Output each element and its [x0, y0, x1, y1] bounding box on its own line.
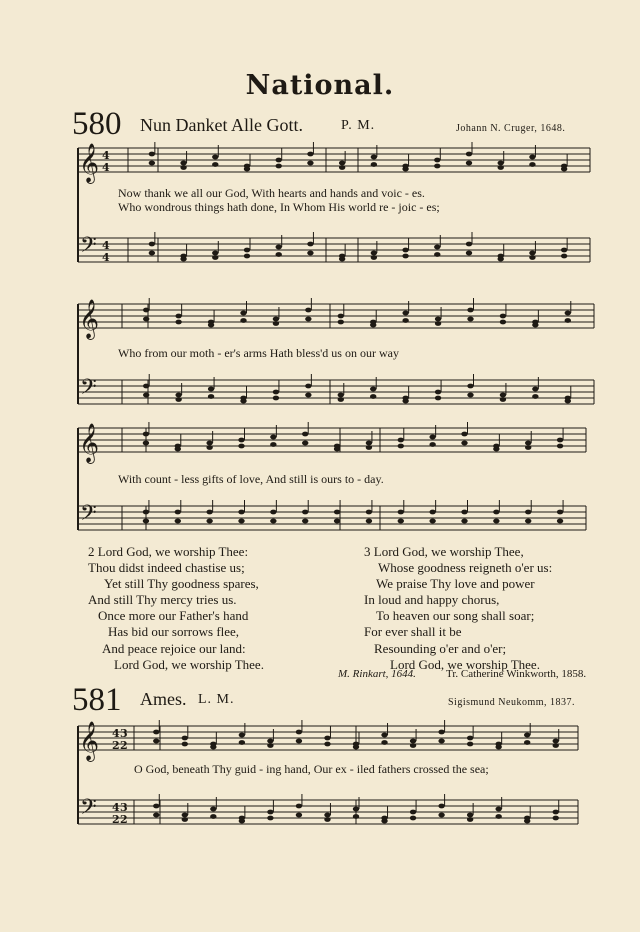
treble-notes	[324, 742, 330, 747]
treble-notes	[339, 165, 345, 170]
bass-notes	[561, 254, 567, 259]
treble-notes	[500, 314, 506, 319]
bass-notes	[153, 804, 159, 809]
treble-clef: 𝄞	[79, 423, 100, 463]
time-signature: 4	[102, 239, 110, 252]
bass-notes	[305, 384, 311, 389]
verse-3-line: Whose goodness reigneth o'er us:	[378, 560, 553, 576]
bass-notes	[529, 251, 535, 256]
bass-notes	[244, 248, 250, 253]
bass-notes	[334, 510, 340, 515]
time-signature: 3	[120, 801, 128, 814]
treble-notes	[532, 323, 538, 328]
hymn-580-translator-credit: Tr. Catherine Winkworth, 1858.	[446, 668, 587, 680]
treble-notes	[434, 158, 440, 163]
bass-notes	[334, 519, 340, 524]
bass-notes	[273, 396, 279, 401]
treble-notes	[180, 165, 186, 170]
treble-notes	[500, 320, 506, 325]
bass-notes	[466, 242, 472, 247]
treble-notes	[429, 435, 435, 440]
treble-notes	[529, 155, 535, 160]
treble-notes	[339, 161, 345, 166]
treble-notes	[180, 161, 186, 166]
bass-notes	[302, 519, 308, 524]
treble-notes	[371, 162, 377, 167]
bass-notes	[371, 251, 377, 256]
bass-notes	[273, 390, 279, 395]
treble-notes	[239, 740, 245, 745]
bass-notes	[402, 399, 408, 404]
treble-notes	[212, 162, 218, 167]
treble-notes	[565, 318, 571, 323]
treble-notes	[334, 447, 340, 452]
treble-notes	[206, 445, 212, 450]
treble-notes	[238, 438, 244, 443]
bass-notes	[276, 252, 282, 257]
bass-notes	[398, 519, 404, 524]
treble-notes	[402, 311, 408, 316]
treble-notes	[149, 152, 155, 157]
treble-notes	[467, 736, 473, 741]
hymn-580-lyrics-line-1a: Now thank we all our God, With hearts and hands and voic - es.	[118, 186, 425, 200]
bass-clef: 𝄢	[80, 375, 97, 405]
bass-notes	[553, 810, 559, 815]
bass-notes	[353, 807, 359, 812]
treble-notes	[524, 740, 530, 745]
treble-notes	[467, 317, 473, 322]
treble-notes	[553, 739, 559, 744]
hymn-581-composer: Sigismund Neukomm, 1837.	[448, 697, 576, 708]
bass-notes	[206, 510, 212, 515]
bass-notes	[467, 384, 473, 389]
treble-notes	[182, 736, 188, 741]
treble-notes	[175, 447, 181, 452]
bass-notes	[208, 387, 214, 392]
treble-notes	[175, 314, 181, 319]
bass-notes	[302, 510, 308, 515]
time-signature: 4	[102, 161, 110, 174]
bass-notes	[143, 393, 149, 398]
bass-notes	[429, 510, 435, 515]
treble-notes	[381, 740, 387, 745]
bass-notes	[149, 242, 155, 247]
bass-notes	[461, 519, 467, 524]
verse-3-line: In loud and happy chorus,	[364, 592, 500, 608]
bass-notes	[525, 510, 531, 515]
treble-notes	[402, 318, 408, 323]
bass-notes	[212, 255, 218, 260]
bass-notes	[435, 396, 441, 401]
time-signature: 2	[120, 739, 128, 752]
bass-notes	[557, 519, 563, 524]
treble-notes	[238, 444, 244, 449]
treble-notes	[461, 432, 467, 437]
bass-notes	[366, 519, 372, 524]
bass-notes	[370, 387, 376, 392]
bass-notes	[553, 816, 559, 821]
treble-notes	[307, 161, 313, 166]
treble-notes	[305, 317, 311, 322]
section-title: National.	[245, 70, 395, 101]
bass-notes	[500, 397, 506, 402]
treble-notes	[276, 158, 282, 163]
verse-3-line: Lord God, we worship Thee.	[390, 656, 540, 672]
verse-2-line: Yet still Thy goodness spares,	[104, 576, 259, 592]
hymn-580-author-credit: M. Rinkart, 1644.	[338, 668, 416, 680]
treble-notes	[438, 739, 444, 744]
treble-notes	[402, 167, 408, 172]
treble-notes	[324, 736, 330, 741]
bass-notes	[324, 817, 330, 822]
bass-notes	[244, 254, 250, 259]
bass-notes	[305, 393, 311, 398]
treble-notes	[498, 161, 504, 166]
bass-notes	[276, 245, 282, 250]
hymn-580-lyrics-line-2: Who from our moth - er's arms Hath bless'd us on our way	[118, 346, 399, 360]
treble-notes	[493, 447, 499, 452]
bass-notes	[557, 510, 563, 515]
treble-notes	[381, 733, 387, 738]
treble-notes	[524, 733, 530, 738]
treble-notes	[495, 745, 501, 750]
bass-notes	[240, 399, 246, 404]
bass-notes	[175, 393, 181, 398]
treble-notes	[302, 432, 308, 437]
bass-notes	[561, 248, 567, 253]
treble-notes	[525, 441, 531, 446]
bass-notes	[212, 251, 218, 256]
time-signature: 4	[112, 727, 120, 740]
treble-notes	[270, 442, 276, 447]
bass-notes	[381, 819, 387, 824]
treble-notes	[276, 164, 282, 169]
bass-notes	[366, 510, 372, 515]
bass-notes	[467, 813, 473, 818]
treble-notes	[557, 444, 563, 449]
hymn-580-lyrics-line-3: With count - less gifts of love, And still is ours to - day.	[118, 472, 384, 486]
treble-notes	[438, 730, 444, 735]
bass-notes	[565, 399, 571, 404]
hymn-580-lyrics-line-1b: Who wondrous things hath done, In Whom His world re - joic - es;	[118, 200, 440, 214]
treble-notes	[244, 167, 250, 172]
treble-notes	[153, 730, 159, 735]
treble-notes	[410, 743, 416, 748]
treble-notes	[434, 164, 440, 169]
treble-notes	[239, 733, 245, 738]
treble-notes	[143, 308, 149, 313]
treble-notes	[525, 445, 531, 450]
bass-notes	[371, 255, 377, 260]
treble-notes	[410, 739, 416, 744]
bass-notes	[435, 390, 441, 395]
bass-notes	[270, 510, 276, 515]
treble-notes	[467, 308, 473, 313]
treble-clef: 𝄞	[79, 299, 100, 339]
bass-notes	[143, 384, 149, 389]
treble-notes	[435, 321, 441, 326]
bass-notes	[438, 804, 444, 809]
bass-notes	[307, 242, 313, 247]
bass-notes	[402, 254, 408, 259]
treble-notes	[296, 739, 302, 744]
hymn-581-tune-name: Ames.	[140, 689, 187, 709]
treble-notes	[210, 745, 216, 750]
bass-notes	[438, 813, 444, 818]
treble-notes	[467, 742, 473, 747]
verse-3-line: To heaven our song shall soar;	[376, 608, 535, 624]
treble-notes	[398, 444, 404, 449]
treble-notes	[466, 152, 472, 157]
treble-notes	[461, 441, 467, 446]
hymn-580-meter: P. M.	[341, 118, 376, 133]
verse-2-line: Once more our Father's hand	[98, 608, 249, 624]
bass-notes	[525, 519, 531, 524]
treble-notes	[175, 320, 181, 325]
bass-notes	[143, 510, 149, 515]
bass-notes	[239, 819, 245, 824]
treble-notes	[366, 441, 372, 446]
bass-notes	[270, 519, 276, 524]
verse-2-line: And still Thy mercy tries us.	[88, 592, 237, 608]
verse-2-line: And peace rejoice our land:	[102, 640, 246, 656]
bass-notes	[149, 251, 155, 256]
treble-notes	[429, 442, 435, 447]
treble-notes	[143, 317, 149, 322]
hymn-number-580: 580	[72, 106, 122, 142]
time-signature: 3	[120, 727, 128, 740]
bass-notes	[206, 519, 212, 524]
treble-notes	[143, 441, 149, 446]
bass-notes	[461, 510, 467, 515]
bass-notes	[175, 510, 181, 515]
treble-clef: 𝄞	[79, 143, 100, 183]
treble-notes	[370, 323, 376, 328]
treble-notes	[143, 432, 149, 437]
verse-2-line: Has bid our sorrows flee,	[108, 624, 240, 640]
treble-notes	[557, 438, 563, 443]
bass-notes	[532, 394, 538, 399]
bass-notes	[143, 519, 149, 524]
treble-notes	[307, 152, 313, 157]
treble-notes	[553, 743, 559, 748]
bass-notes	[182, 817, 188, 822]
treble-notes	[366, 445, 372, 450]
treble-notes	[561, 167, 567, 172]
verse-3-line: We praise Thy love and power	[376, 576, 535, 592]
bass-notes	[410, 810, 416, 815]
bass-notes	[267, 816, 273, 821]
time-signature: 4	[112, 801, 120, 814]
bass-notes	[296, 813, 302, 818]
time-signature: 4	[102, 149, 110, 162]
bass-notes	[524, 819, 530, 824]
bass-notes	[429, 519, 435, 524]
bass-notes	[338, 393, 344, 398]
treble-notes	[182, 742, 188, 747]
bass-notes	[370, 394, 376, 399]
treble-notes	[240, 318, 246, 323]
treble-notes	[498, 165, 504, 170]
bass-notes	[307, 251, 313, 256]
verse-2-line: Thou didst indeed chastise us;	[88, 560, 245, 576]
bass-notes	[238, 510, 244, 515]
bass-notes	[180, 257, 186, 262]
treble-notes	[273, 317, 279, 322]
bass-clef: 𝄢	[80, 795, 97, 825]
treble-notes	[153, 739, 159, 744]
hymn-number-581: 581	[72, 682, 122, 718]
bass-notes	[410, 816, 416, 821]
hymn-581-lyrics-line-1: O God, beneath Thy guid - ing hand, Our ex - iled fathers crossed the sea;	[134, 762, 489, 776]
time-signature: 2	[112, 739, 120, 752]
treble-notes	[435, 317, 441, 322]
bass-notes	[529, 255, 535, 260]
bass-notes	[175, 397, 181, 402]
treble-notes	[529, 162, 535, 167]
bass-notes	[210, 807, 216, 812]
treble-notes	[398, 438, 404, 443]
bass-notes	[353, 814, 359, 819]
treble-clef: 𝄞	[79, 721, 100, 761]
treble-notes	[273, 321, 279, 326]
time-signature: 2	[112, 813, 120, 826]
bass-notes	[495, 807, 501, 812]
treble-notes	[270, 435, 276, 440]
bass-notes	[338, 397, 344, 402]
treble-notes	[208, 323, 214, 328]
bass-notes	[175, 519, 181, 524]
bass-notes	[339, 257, 345, 262]
bass-notes	[267, 810, 273, 815]
bass-notes	[296, 804, 302, 809]
time-signature: 4	[102, 251, 110, 264]
treble-notes	[353, 745, 359, 750]
verse-2-line: 2 Lord God, we worship Thee:	[88, 544, 249, 559]
bass-clef: 𝄢	[80, 233, 97, 263]
bass-notes	[434, 245, 440, 250]
treble-notes	[212, 155, 218, 160]
hymn-581-meter: L. M.	[198, 692, 235, 707]
bass-notes	[467, 817, 473, 822]
treble-notes	[267, 743, 273, 748]
treble-notes	[466, 161, 472, 166]
bass-notes	[153, 813, 159, 818]
treble-notes	[338, 314, 344, 319]
hymn-580-tune-name: Nun Danket Alle Gott.	[140, 115, 303, 135]
bass-notes	[238, 519, 244, 524]
bass-notes	[466, 251, 472, 256]
bass-notes	[493, 510, 499, 515]
verse-3-line: 3 Lord God, we worship Thee,	[364, 544, 524, 559]
treble-notes	[565, 311, 571, 316]
bass-clef: 𝄢	[80, 501, 97, 531]
bass-notes	[495, 814, 501, 819]
bass-notes	[500, 393, 506, 398]
bass-notes	[467, 393, 473, 398]
verse-2-line: Lord God, we worship Thee.	[114, 656, 264, 672]
bass-notes	[402, 248, 408, 253]
bass-notes	[324, 813, 330, 818]
bass-notes	[182, 813, 188, 818]
hymn-580-composer: Johann N. Cruger, 1648.	[456, 123, 566, 134]
treble-notes	[302, 441, 308, 446]
treble-notes	[371, 155, 377, 160]
treble-notes	[305, 308, 311, 313]
verse-3-line: Resounding o'er and o'er;	[374, 640, 507, 656]
bass-notes	[210, 814, 216, 819]
bass-notes	[398, 510, 404, 515]
bass-notes	[493, 519, 499, 524]
bass-notes	[532, 387, 538, 392]
treble-notes	[206, 441, 212, 446]
treble-notes	[240, 311, 246, 316]
treble-notes	[267, 739, 273, 744]
bass-notes	[208, 394, 214, 399]
time-signature: 2	[120, 813, 128, 826]
bass-notes	[434, 252, 440, 257]
treble-notes	[296, 730, 302, 735]
treble-notes	[338, 320, 344, 325]
treble-notes	[149, 161, 155, 166]
verse-3-line: For ever shall it be	[364, 624, 462, 640]
bass-notes	[498, 257, 504, 262]
